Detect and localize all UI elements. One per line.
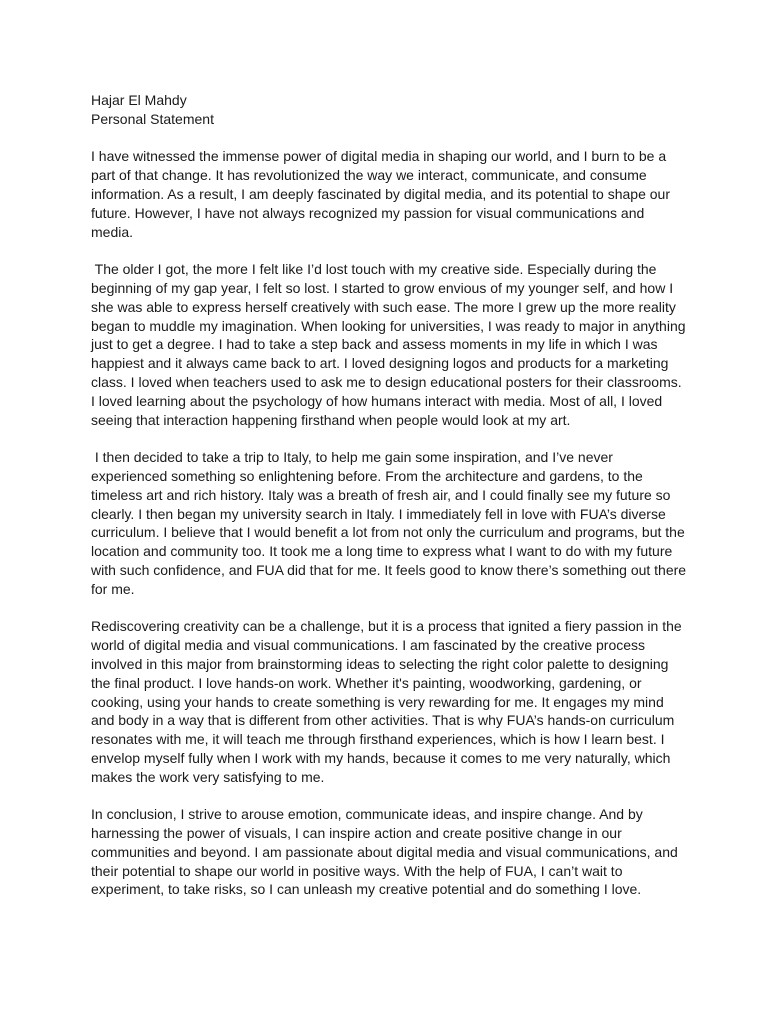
text-line: world of digital media and visual communications. I am fascinated by the creative process xyxy=(91,637,646,654)
text-line: seeing that interaction happening firsthand when people would look at my art. xyxy=(91,411,571,428)
spacer xyxy=(91,129,691,148)
text-line: future. However, I have not always recognized my passion for visual communications and xyxy=(91,204,645,221)
text-line: communities and beyond. I am passionate about digital media and visual communications, and xyxy=(91,843,678,860)
text-line: location and community too. It took me a long time to express what I want to do with my future xyxy=(91,543,673,560)
text-line: happiest and it always came back to art. I loved designing logos and products for a marketing xyxy=(91,355,669,372)
paragraph xyxy=(91,448,691,598)
author-name: Hajar El Mahdy xyxy=(91,92,187,108)
text-line: curriculum. I believe that I would benefit a lot from not only the curriculum and programs, but the xyxy=(91,524,685,541)
text-line: timeless art and rich history. Italy was a breath of fresh air, and I could finally see my future so xyxy=(91,486,671,503)
text-line: she was able to express herself creatively with such ease. The more I grew up the more reality xyxy=(91,298,676,315)
text-line: experiment, to take risks, so I can unleash my creative potential and do something I love. xyxy=(91,881,642,898)
text-line: information. As a result, I am deeply fascinated by digital media, and its potential to shape our xyxy=(91,185,670,202)
text-line: I have witnessed the immense power of digital media in shaping our world, and I burn to be a xyxy=(91,148,667,165)
paragraph xyxy=(91,260,691,429)
text-line: The older I got, the more I felt like I’d lost touch with my creative side. Especially during the xyxy=(91,261,657,278)
text-line: beginning of my gap year, I felt so lost. I started to grow envious of my younger self, and how I xyxy=(91,279,674,296)
text-line: clearly. I then began my university search in Italy. I immediately fell in love with FUA’s diverse xyxy=(91,505,666,522)
text-line: class. I loved when teachers used to ask me to design educational posters for their classrooms. xyxy=(91,373,682,390)
paragraph-list xyxy=(91,147,691,899)
paragraph-spacer xyxy=(91,241,691,260)
document-body xyxy=(91,91,691,899)
text-line: resonates with me, it will teach me through firsthand experiences, which is how I learn best. I xyxy=(91,731,665,748)
text-line: involved in this major from brainstorming ideas to selecting the right color palette to designing xyxy=(91,655,669,672)
paragraph-spacer xyxy=(91,429,691,448)
text-line: envelop myself fully when I work with my hands, because it comes to me very naturally, which xyxy=(91,749,671,766)
paragraph-spacer xyxy=(91,599,691,618)
paragraph xyxy=(91,147,691,241)
text-line: began to muddle my imagination. When looking for universities, I was ready to major in anything xyxy=(91,317,686,334)
text-line: makes the work very satisfying to me. xyxy=(91,768,325,785)
text-line: media. xyxy=(91,223,134,240)
paragraph xyxy=(91,617,691,786)
document-title: Personal Statement xyxy=(91,110,214,127)
text-line: Rediscovering creativity can be a challenge, but it is a process that ignited a fiery passion in the xyxy=(91,618,682,635)
text-line: the final product. I love hands-on work. Whether it's painting, woodworking, gardening, or xyxy=(91,674,642,691)
text-line: In conclusion, I strive to arouse emotion, communicate ideas, and inspire change. And by xyxy=(91,806,643,823)
text-line: cooking, using your hands to create something is very rewarding for me. It engages my mind xyxy=(91,693,664,710)
text-line: experienced something so enlightening before. From the architecture and gardens, to the xyxy=(91,467,643,484)
text-line: I then decided to take a trip to Italy, to help me gain some inspiration, and I’ve never xyxy=(91,449,613,466)
text-line: their potential to shape our world in positive ways. With the help of FUA, I can’t wait to xyxy=(91,862,623,879)
text-line: harnessing the power of visuals, I can inspire action and create positive change in our xyxy=(91,825,622,842)
text-line: for me. xyxy=(91,580,135,597)
text-line: I loved learning about the psychology of how humans interact with media. Most of all, I loved xyxy=(91,392,663,409)
paragraph-spacer xyxy=(91,786,691,805)
text-line: just to get a degree. I had to take a step back and assess moments in my life in which I was xyxy=(91,336,658,353)
text-line: and body in a way that is different from other activities. That is why FUA’s hands-on curriculum xyxy=(91,712,675,729)
text-line: with such confidence, and FUA did that for me. It feels good to know there’s something out there xyxy=(91,561,687,578)
text-line: part of that change. It has revolutionized the way we interact, communicate, and consume xyxy=(91,167,647,184)
paragraph xyxy=(91,805,691,899)
